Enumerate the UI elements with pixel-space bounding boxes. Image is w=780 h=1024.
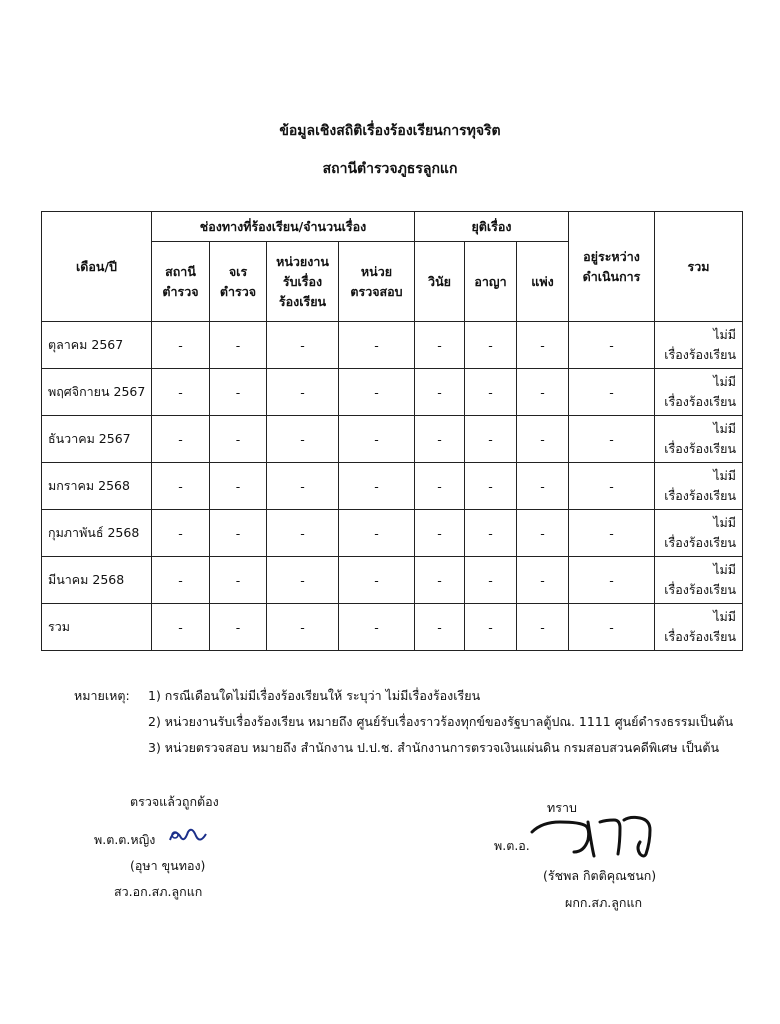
value-cell: - [210,463,267,510]
value-cell: - [152,557,210,604]
value-cell: - [267,557,339,604]
in-progress-header: อยู่ระหว่าง ดำเนินการ [569,212,655,322]
total-cell: ไม่มี เรื่องร้องเรียน [655,510,743,557]
channel-station-header: สถานี ตำรวจ [152,242,210,322]
table-row [42,322,743,369]
value-cell: - [339,557,415,604]
left-signer-rank: พ.ต.ต.หญิง [94,832,156,847]
month-header: เดือน/ปี [42,212,152,322]
value-cell: - [415,604,465,651]
resolved-header: ยุติเรื่อง [415,212,569,242]
resolved-civil-header: แพ่ง [517,242,569,322]
total-header: รวม [655,212,743,322]
channels-header: ช่องทางที่ร้องเรียน/จำนวนเรื่อง [152,212,415,242]
value-cell: - [415,369,465,416]
total-cell: ไม่มี เรื่องร้องเรียน [655,604,743,651]
month-cell: ธันวาคม 2567 [42,416,152,463]
right-signer-position: ผกก.สภ.ลูกแก [565,895,643,910]
table-row [42,416,743,463]
value-cell: - [415,510,465,557]
value-cell: - [517,369,569,416]
value-cell: - [339,463,415,510]
table-body [42,322,743,651]
value-cell: - [465,557,517,604]
document-subtitle: สถานีตำรวจภูธรลูกแก [322,161,458,177]
resolved-discipline-header: วินัย [415,242,465,322]
value-cell: - [339,604,415,651]
value-cell: - [517,604,569,651]
channel-inspector-header: จเร ตำรวจ [210,242,267,322]
channel-agency-header: หน่วยงาน รับเรื่อง ร้องเรียน [267,242,339,322]
note-item: 1) กรณีเดือนใดไม่มีเรื่องร้องเรียนให้ ระบุว่า ไม่มีเรื่องร้องเรียน [148,688,481,703]
month-cell: พฤศจิกายน 2567 [42,369,152,416]
left-signer-name: (อุษา ขุนทอง) [130,858,206,873]
document-title: ข้อมูลเชิงสถิติเรื่องร้องเรียนการทุจริต [279,123,501,139]
value-cell: - [339,322,415,369]
value-cell: - [210,322,267,369]
table-header [42,212,743,322]
value-cell: - [152,510,210,557]
value-cell: - [517,557,569,604]
value-cell: - [569,322,655,369]
value-cell: - [339,369,415,416]
note-item: 3) หน่วยตรวจสอบ หมายถึง สำนักงาน ป.ป.ช. สำนักงานการตรวจเงินแผ่นดิน กรมสอบสวนคดีพิเศษ เป็นต้น [148,740,719,755]
value-cell: - [517,416,569,463]
right-signer-name: (รัชพล กิตติคุณชนก) [543,868,657,883]
total-cell: ไม่มี เรื่องร้องเรียน [655,322,743,369]
value-cell: - [267,322,339,369]
value-cell: - [152,604,210,651]
month-cell: กุมภาพันธ์ 2568 [42,510,152,557]
month-cell: มีนาคม 2568 [42,557,152,604]
table-row [42,510,743,557]
table-row [42,369,743,416]
value-cell: - [210,604,267,651]
value-cell: - [210,369,267,416]
month-cell: มกราคม 2568 [42,463,152,510]
value-cell: - [569,463,655,510]
channel-audit-header: หน่วย ตรวจสอบ [339,242,415,322]
value-cell: - [152,369,210,416]
month-cell: ตุลาคม 2567 [42,322,152,369]
value-cell: - [569,416,655,463]
value-cell: - [415,557,465,604]
right-handwritten-signature [528,808,668,868]
checked-label: ตรวจแล้วถูกต้อง [130,794,219,809]
left-handwritten-signature [166,822,210,852]
value-cell: - [152,416,210,463]
month-cell: รวม [42,604,152,651]
value-cell: - [210,510,267,557]
value-cell: - [465,463,517,510]
value-cell: - [267,604,339,651]
value-cell: - [465,322,517,369]
value-cell: - [569,510,655,557]
total-cell: ไม่มี เรื่องร้องเรียน [655,463,743,510]
value-cell: - [465,416,517,463]
value-cell: - [339,416,415,463]
value-cell: - [517,463,569,510]
value-cell: - [415,463,465,510]
value-cell: - [517,322,569,369]
value-cell: - [339,510,415,557]
value-cell: - [210,557,267,604]
value-cell: - [415,322,465,369]
table-row [42,604,743,651]
statistics-table [41,211,743,651]
value-cell: - [210,416,267,463]
value-cell: - [517,510,569,557]
resolved-criminal-header: อาญา [465,242,517,322]
notes [74,683,733,761]
value-cell: - [415,416,465,463]
value-cell: - [569,604,655,651]
value-cell: - [267,369,339,416]
table-row [42,463,743,510]
value-cell: - [267,416,339,463]
value-cell: - [569,557,655,604]
right-signer-rank: พ.ต.อ. [494,838,530,853]
left-signer-position: สว.อก.สภ.ลูกแก [114,884,203,899]
total-cell: ไม่มี เรื่องร้องเรียน [655,416,743,463]
total-cell: ไม่มี เรื่องร้องเรียน [655,557,743,604]
value-cell: - [152,463,210,510]
value-cell: - [152,322,210,369]
value-cell: - [267,463,339,510]
value-cell: - [569,369,655,416]
note-item: 2) หน่วยงานรับเรื่องร้องเรียน หมายถึง ศูนย์รับเรื่องราวร้องทุกข์ของรัฐบาลตู้ปณ. 1111 ศูนย์ดำรงธรรมเป็นต้น [148,714,734,729]
value-cell: - [267,510,339,557]
table-row [42,557,743,604]
value-cell: - [465,369,517,416]
acknowledged-label: ทราบ [547,800,577,815]
total-cell: ไม่มี เรื่องร้องเรียน [655,369,743,416]
value-cell: - [465,604,517,651]
notes-label: หมายเหตุ: [74,688,130,703]
value-cell: - [465,510,517,557]
